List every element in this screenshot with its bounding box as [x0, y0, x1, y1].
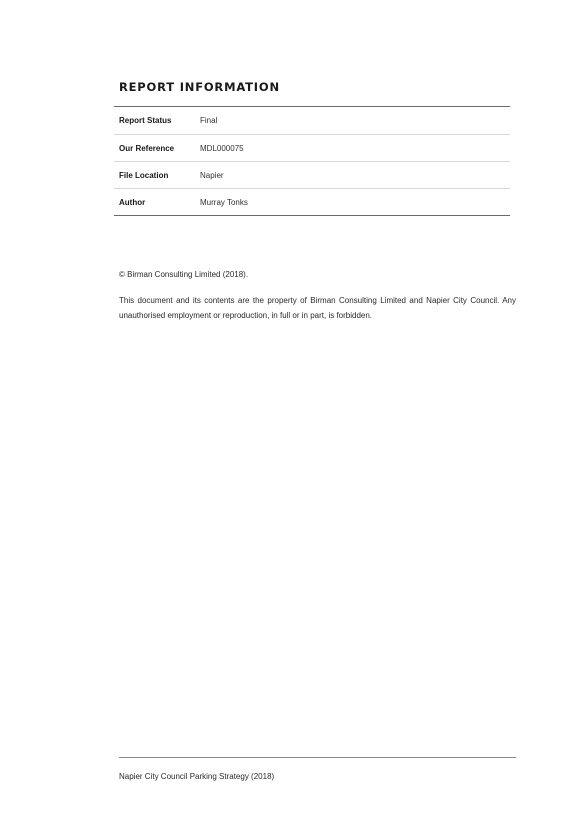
copyright-line: © Birman Consulting Limited (2018). — [119, 270, 249, 279]
footer-divider — [119, 757, 516, 758]
info-value: Final — [200, 116, 218, 125]
info-value: MDL000075 — [200, 143, 244, 153]
ownership-notice: This document and its contents are the property of Birman Consulting Limited and Napier City Council. Any unauthorised employment or reproduction, in full or in part, is forbidden. — [119, 296, 516, 320]
info-value: Napier — [200, 170, 224, 180]
info-label: File Location — [119, 170, 169, 180]
report-info-table — [114, 106, 510, 216]
info-row-file-location — [114, 161, 510, 188]
info-label: Report Status — [119, 116, 172, 125]
footer-title: Napier City Council Parking Strategy (2018) — [119, 772, 275, 781]
info-row-our-reference — [114, 134, 510, 161]
info-label: Author — [119, 197, 146, 207]
info-label: Our Reference — [119, 143, 175, 153]
info-row-report-status — [114, 107, 510, 134]
page-heading: REPORT INFORMATION — [119, 80, 280, 94]
info-row-author — [114, 188, 510, 215]
info-value: Murray Tonks — [200, 197, 248, 207]
